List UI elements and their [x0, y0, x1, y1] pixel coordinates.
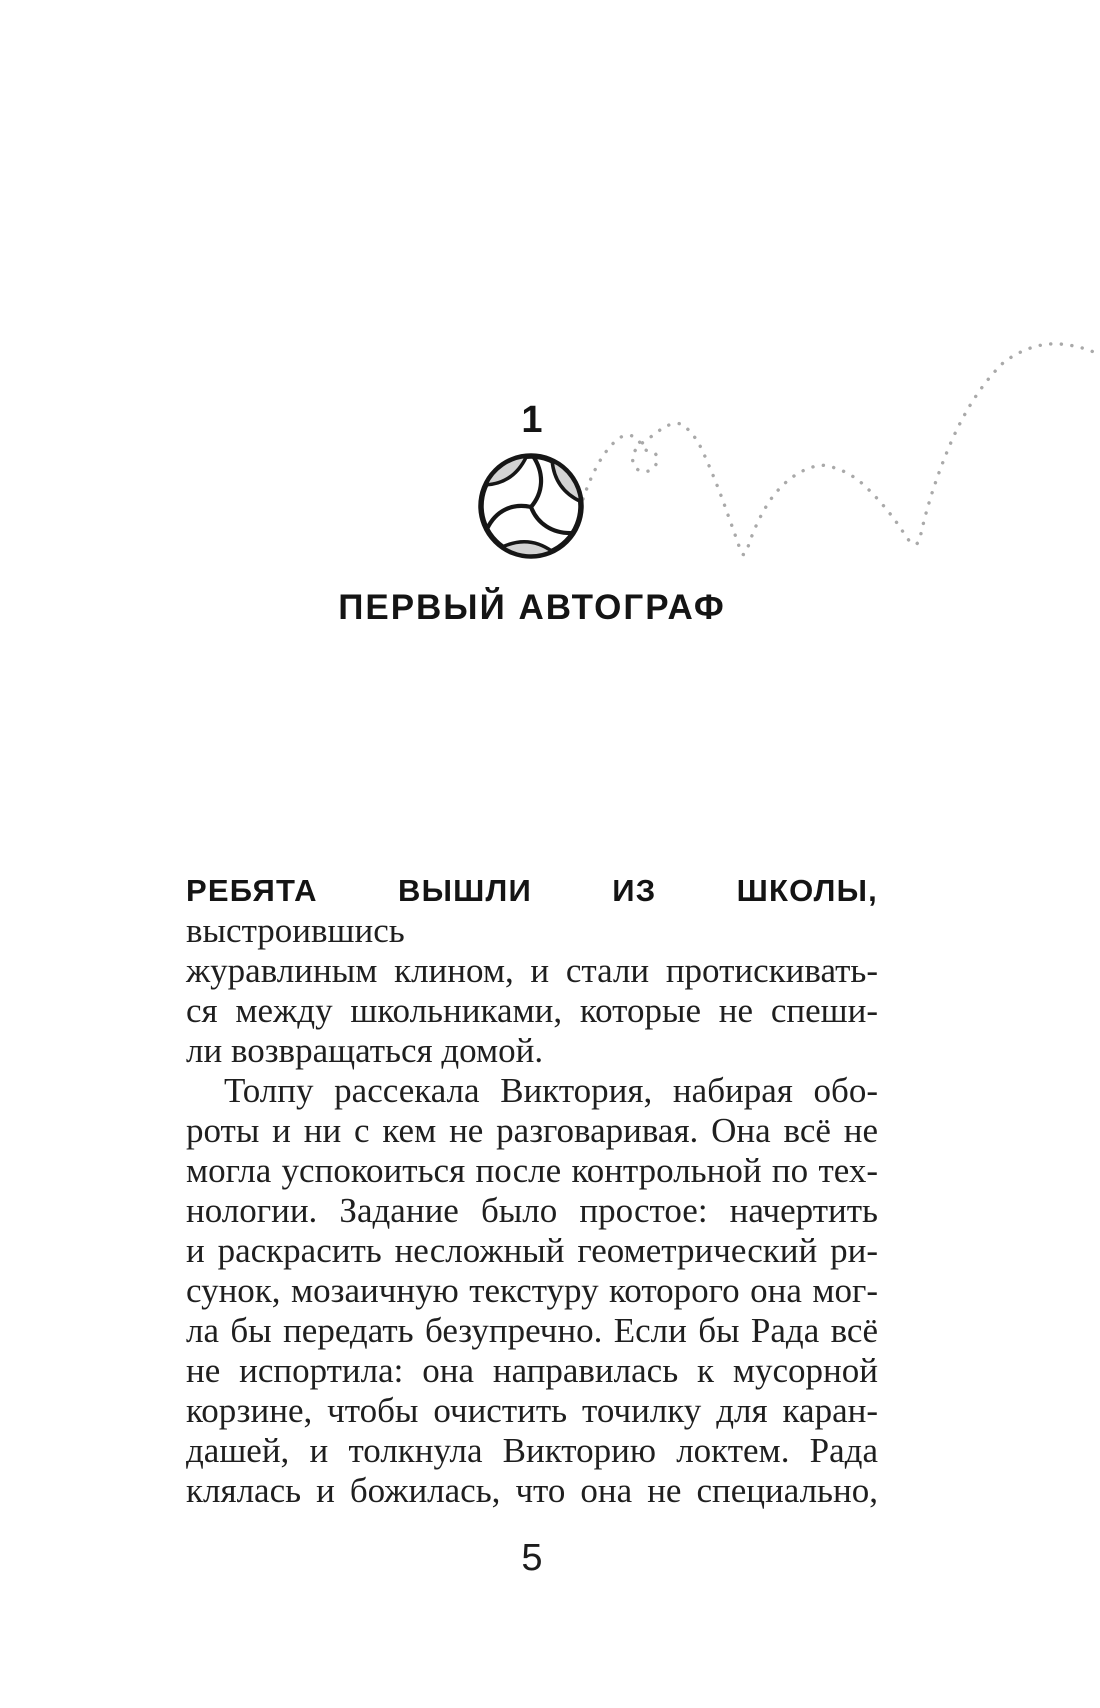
volleyball-icon: [481, 456, 581, 556]
body-line: сунок, мозаичную текстуру которого она мог-: [186, 1271, 878, 1310]
body-line: не испортила: она направилась к мусорной: [186, 1351, 878, 1390]
chapter-number: 1: [521, 399, 543, 441]
body-line: и раскрасить несложный геометрический ри-: [186, 1231, 878, 1270]
body-text: [186, 870, 878, 1511]
body-line: клялась и божилась, что она не специально,: [186, 1471, 878, 1510]
body-line: корзине, чтобы очистить точилку для каран-: [186, 1391, 878, 1430]
chapter-title: ПЕРВЫЙ АВТОГРАФ: [338, 588, 726, 627]
body-line: ли возвращаться домой.: [186, 1031, 544, 1070]
body-line: ла бы передать безупречно. Если бы Рада всё: [186, 1311, 878, 1350]
body-line: нологии. Задание было простое: начертить: [186, 1191, 878, 1230]
dotted-bounce-trajectory-icon: [583, 344, 1098, 555]
body-line: журавлиным клином, и стали протискивать-: [186, 951, 878, 990]
body-line: Толпу рассекала Виктория, набирая обо-: [224, 1071, 878, 1110]
body-line: роты и ни с кем не разговаривая. Она всё не: [186, 1111, 878, 1150]
body-line: могла успокоиться после контрольной по тех-: [186, 1151, 878, 1190]
body-line: дашей, и толкнула Викторию локтем. Рада: [186, 1431, 878, 1470]
page-number: 5: [521, 1537, 543, 1579]
paragraph-lead-bold: РЕБЯТА ВЫШЛИ ИЗ ШКОЛЫ,: [186, 873, 878, 908]
body-line: РЕБЯТА ВЫШЛИ ИЗ ШКОЛЫ, выстроившись: [186, 873, 878, 950]
body-line: ся между школьниками, которые не спеши-: [186, 991, 878, 1030]
